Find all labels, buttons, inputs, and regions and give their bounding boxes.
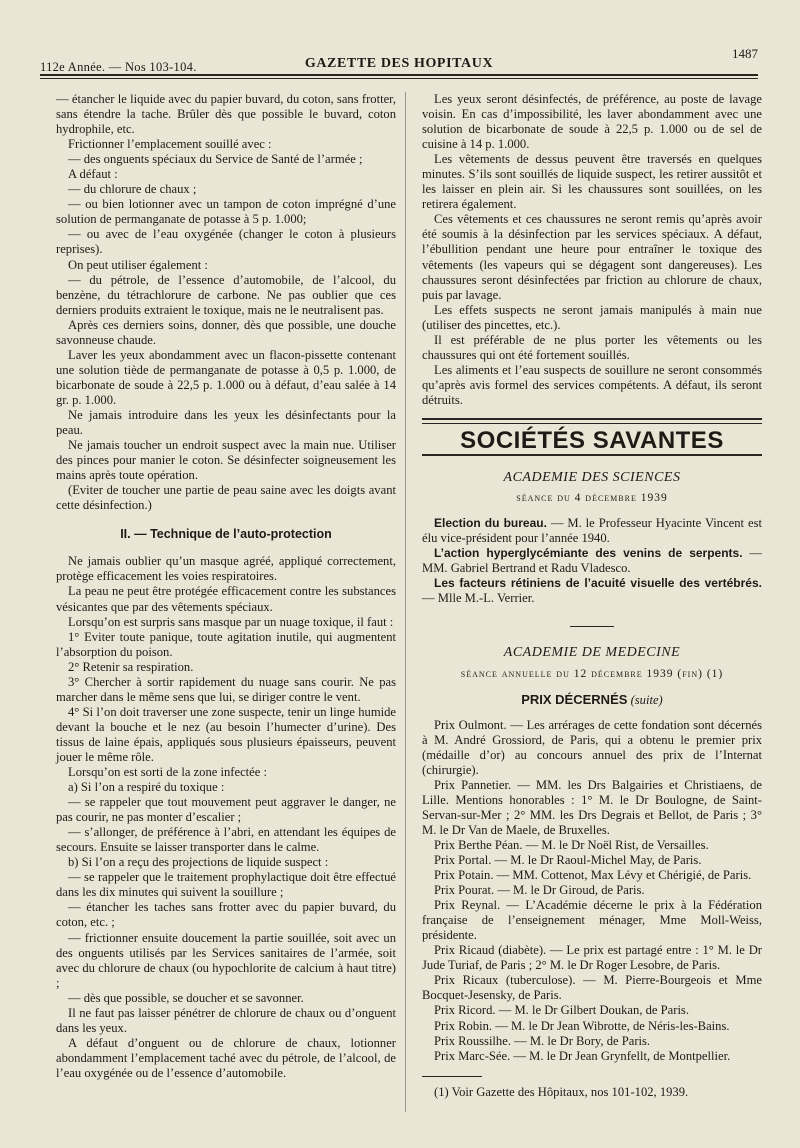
banner-rule [422, 454, 762, 456]
publication-title: GAZETTE DES HOPITAUX [304, 56, 494, 71]
session-item [422, 546, 762, 576]
paragraph: Il ne faut pas laisser pénétrer de chlorure de chaux ou d’onguent dans les yeux. [56, 1005, 396, 1035]
paragraph: Ne jamais toucher un endroit suspect avec la main nue. Utiliser des pinces pour manier le coton. Se désinfecter soigneusement les mains après toute opération. [56, 438, 396, 483]
prizes-heading [422, 692, 762, 708]
societies-banner [422, 418, 762, 456]
paragraph: — étancher les taches sans frotter avec du papier buvard, du coton, etc. ; [56, 900, 396, 930]
session-item [422, 516, 762, 546]
prize-item: Prix Ricaux (tuberculose). — M. Pierre-Bourgeois et Mme Bocquet-Jesensky, de Paris. [422, 973, 762, 1003]
issue-number: 112e Année. — Nos 103-104. [40, 60, 197, 74]
paragraph: 4° Si l’on doit traverser une zone suspecte, tenir un linge humide devant la bouche et le nez (au besoin l’humecter d’urine). Des tissus de laine épais, appliqués sous plusieurs épaisseurs, peuvent jouer le même rôle. [56, 704, 396, 764]
paragraph: Les effets suspects ne seront jamais manipulés à main nue (utiliser des pincettes, etc.). [422, 302, 762, 332]
header-rule-thin [40, 78, 758, 79]
prize-item: Prix Ricaud (diabète). — Le prix est partagé entre : 1° M. le Dr Jude Turiaf, de Paris ; 2° M. le Dr Roger Lesobre, de Paris. [422, 943, 762, 973]
banner-title: SOCIÉTÉS SAVANTES [460, 426, 724, 454]
paragraph: (Eviter de toucher une partie de peau saine avec les doigts avant cette désinfection.) [56, 483, 396, 513]
paragraph: Lorsqu’on est sorti de la zone infectée : [68, 765, 267, 780]
session-date: séance annuelle du 12 décembre 1939 (fin) (1) [460, 667, 724, 680]
paragraph: Lorsqu’on est surpris sans masque par un nuage toxique, il faut : [68, 614, 394, 629]
paragraph: — frictionner ensuite doucement la partie souillée, soit avec un des onguents utilisés par les Services sanitaires de l’armée, soit avec du chlorure de chaux (ou hypochlorite de calcium à haut titre) ; [56, 930, 396, 990]
session-item [422, 576, 762, 606]
paragraph: A défaut d’onguent ou de chlorure de chaux, lotionner abondamment l’emplacement taché avec du pétrole, de l’alcool, de l’eau oxygénée ou de l’essence d’automobile. [56, 1035, 396, 1080]
prize-item: Prix Ricord. — M. le Dr Gilbert Doukan, de Paris. [434, 1003, 689, 1018]
prizes-heading-suite: (suite) [630, 692, 663, 707]
prize-item: Prix Portal. — M. le Dr Raoul-Michel May, de Paris. [434, 853, 702, 868]
prize-item: Prix Robin. — M. le Dr Jean Wibrotte, de Néris-les-Bains. [434, 1018, 730, 1033]
prize-item: Prix Pourat. — M. le Dr Giroud, de Paris. [434, 883, 645, 898]
paragraph: — ou avec de l’eau oxygénée (changer le coton à plusieurs reprises). [56, 227, 396, 257]
prize-item: Prix Reynal. — L’Académie décerne le prix à la Fédération française de l’enseignement ménager, Mme Moll-Weiss, présidente. [422, 898, 762, 943]
paragraph: b) Si l’on a reçu des projections de liquide suspect : [68, 855, 329, 870]
session-date: séance du 4 décembre 1939 [516, 492, 668, 505]
item-text: — M. le Professeur Hyacinte Vincent est élu vice-président pour l’année 1940. [422, 516, 762, 546]
prizes-heading-text: PRIX DÉCERNÉS [521, 691, 628, 707]
paragraph: a) Si l’on a respiré du toxique : [68, 780, 225, 795]
banner-rule [422, 423, 762, 424]
prize-item: Prix Oulmont. — Les arrérages de cette fondation sont décernés à M. André Grossiord, de Paris, qui a obtenu le premier prix (médaille d’or) au concours annuel des prix de l’Internat (chirurgie). [422, 717, 762, 777]
paragraph: Les aliments et l’eau suspects de souillure ne seront consommés qu’après avis formel des services compétents. A défaut, ils seront détruits. [422, 362, 762, 407]
paragraph: 2° Retenir sa respiration. [68, 659, 194, 674]
footnote: (1) Voir Gazette des Hôpitaux, nos 101-102, 1939. [434, 1084, 689, 1099]
paragraph: Ne jamais introduire dans les yeux les désinfectants pour la peau. [56, 407, 396, 438]
paragraph: Les yeux seront désinfectés, de préférence, au poste de lavage voisin. En cas d’impossibilité, les laver abondamment avec une solution de bicarbonate de soude à 22,5 p. 1.000 ou de sel de cuisine à 14 p. 1.000. [422, 92, 762, 152]
page-header [40, 40, 758, 76]
paragraph: Il est préférable de ne plus porter les vêtements ou les chaussures qui ont été fortement souillés. [422, 332, 762, 362]
paragraph: — s’allonger, de préférence à l’abri, en attendant les équipes de secours. Ensuite se laisser transporter dans le calme. [56, 825, 396, 855]
paragraph: Frictionner l’emplacement souillé avec : [68, 137, 272, 152]
paragraph: Ne jamais oublier qu’un masque agréé, appliqué correctement, protège efficacement les voies respiratoires. [56, 554, 396, 584]
left-column [56, 92, 396, 1081]
column-divider [405, 92, 406, 1112]
paragraph: Ces vêtements et ces chaussures ne seront remis qu’après avoir été soumis à la désinfection par les services spéciaux. A défaut, l’ébullition pendant une heure pour entraîner le toxique des vêtements (les vapeurs qui se dégagent sont dangereuses). Les chaussures seront désinfectées par friction au chlorure de chaux, puis par lavage. [422, 212, 762, 302]
item-text: — Mlle M.-L. Verrier. [422, 591, 535, 606]
item-heading: Election du bureau. [434, 516, 547, 531]
prize-item: Prix Roussilhe. — M. le Dr Bory, de Paris. [434, 1033, 651, 1048]
footnote-rule [422, 1076, 482, 1077]
paragraph: — du pétrole, de l’essence d’automobile, de l’alcool, du benzène, du tétrachlorure de carbone. Ne pas oublier que ces derniers produits extraient le toxique, mais ne le neutralisent pas. [56, 272, 396, 317]
paragraph: — dès que possible, se doucher et se savonner. [68, 990, 304, 1005]
item-heading: Les facteurs rétiniens de l’acuité visuelle des vertébrés. [434, 576, 762, 591]
prize-item: Prix Berthe Péan. — M. le Dr Noël Rist, de Versailles. [434, 837, 709, 852]
paragraph: — étancher le liquide avec du papier buvard, du coton, sans frotter, sans étendre la tache. Brûler dès que possible le buvard, coton hydrophile, etc. [56, 92, 396, 137]
right-column [422, 92, 762, 1100]
prize-item: Prix Marc-Sée. — M. le Dr Jean Grynfellt, de Montpellier. [434, 1048, 731, 1063]
section-title: II. — Technique de l’auto-protection [120, 527, 332, 542]
paragraph: — se rappeler que le traitement prophylactique doit être effectué dans les dix minutes qui suivent la souillure ; [56, 870, 396, 900]
paragraph: 1° Eviter toute panique, toute agitation inutile, qui augmentent l’absorption du poison. [56, 629, 396, 659]
prize-item: Prix Potain. — MM. Cottenot, Max Lévy et Chérigié, de Paris. [434, 868, 752, 883]
page-number: 1487 [732, 46, 758, 61]
short-divider [422, 616, 762, 631]
academy-title: ACADEMIE DES SCIENCES [503, 470, 681, 486]
paragraph: A défaut : [68, 167, 118, 182]
paragraph: 3° Chercher à sortir rapidement du nuage sans courir. Ne pas marcher dans le même sens que lui, se diriger contre le vent. [56, 674, 396, 704]
paragraph: Après ces derniers soins, donner, dès que possible, une douche savonneuse chaude. [56, 317, 396, 347]
paragraph: — des onguents spéciaux du Service de Santé de l’armée ; [68, 152, 363, 167]
prize-item: Prix Pannetier. — MM. les Drs Balgairies et Christiaens, de Lille. Mentions honorables : 1° M. le Dr Boulogne, de Saint-Servan-sur-Mer ; 2° MM. les Drs Degrais et Bellot, de Paris ; 3° M. le Dr Van de Maele, de Bruxelles. [422, 777, 762, 837]
paragraph: — se rappeler que tout mouvement peut aggraver le danger, ne pas courir, ne pas monter d’escalier ; [56, 795, 396, 825]
item-text: — MM. Gabriel Bertrand et Radu Vladesco. [422, 546, 762, 576]
paragraph: On peut utiliser également : [68, 257, 208, 272]
academy-title: ACADEMIE DE MEDECINE [503, 645, 681, 661]
paragraph: Les vêtements de dessus peuvent être traversés en quelques minutes. S’ils sont souillés de liquide suspect, les retirer aussitôt et les laisser en plein air. Si les chaussures sont souillées, on les retirera également. [422, 152, 762, 212]
paragraph: La peau ne peut être protégée efficacement contre les substances vésicantes que par des vêtements spéciaux. [56, 584, 396, 614]
paragraph: — du chlorure de chaux ; [68, 182, 197, 197]
paragraph: Laver les yeux abondamment avec un flacon-pissette contenant une solution tiède de permanganate de potasse à 0,5 p. 1.000, de bicarbonate de soude à 22,5 p. 1.000 ou à défaut, d’eau salée à 14 gr. p. 1.000. [56, 347, 396, 407]
header-rule [40, 74, 758, 76]
item-heading: L’action hyperglycémiante des venins de serpents. [434, 546, 743, 561]
paragraph: — ou bien lotionner avec un tampon de coton imprégné d’une solution de permanganate de potasse à 5 p. 1.000; [56, 197, 396, 227]
banner-rule [422, 418, 762, 420]
